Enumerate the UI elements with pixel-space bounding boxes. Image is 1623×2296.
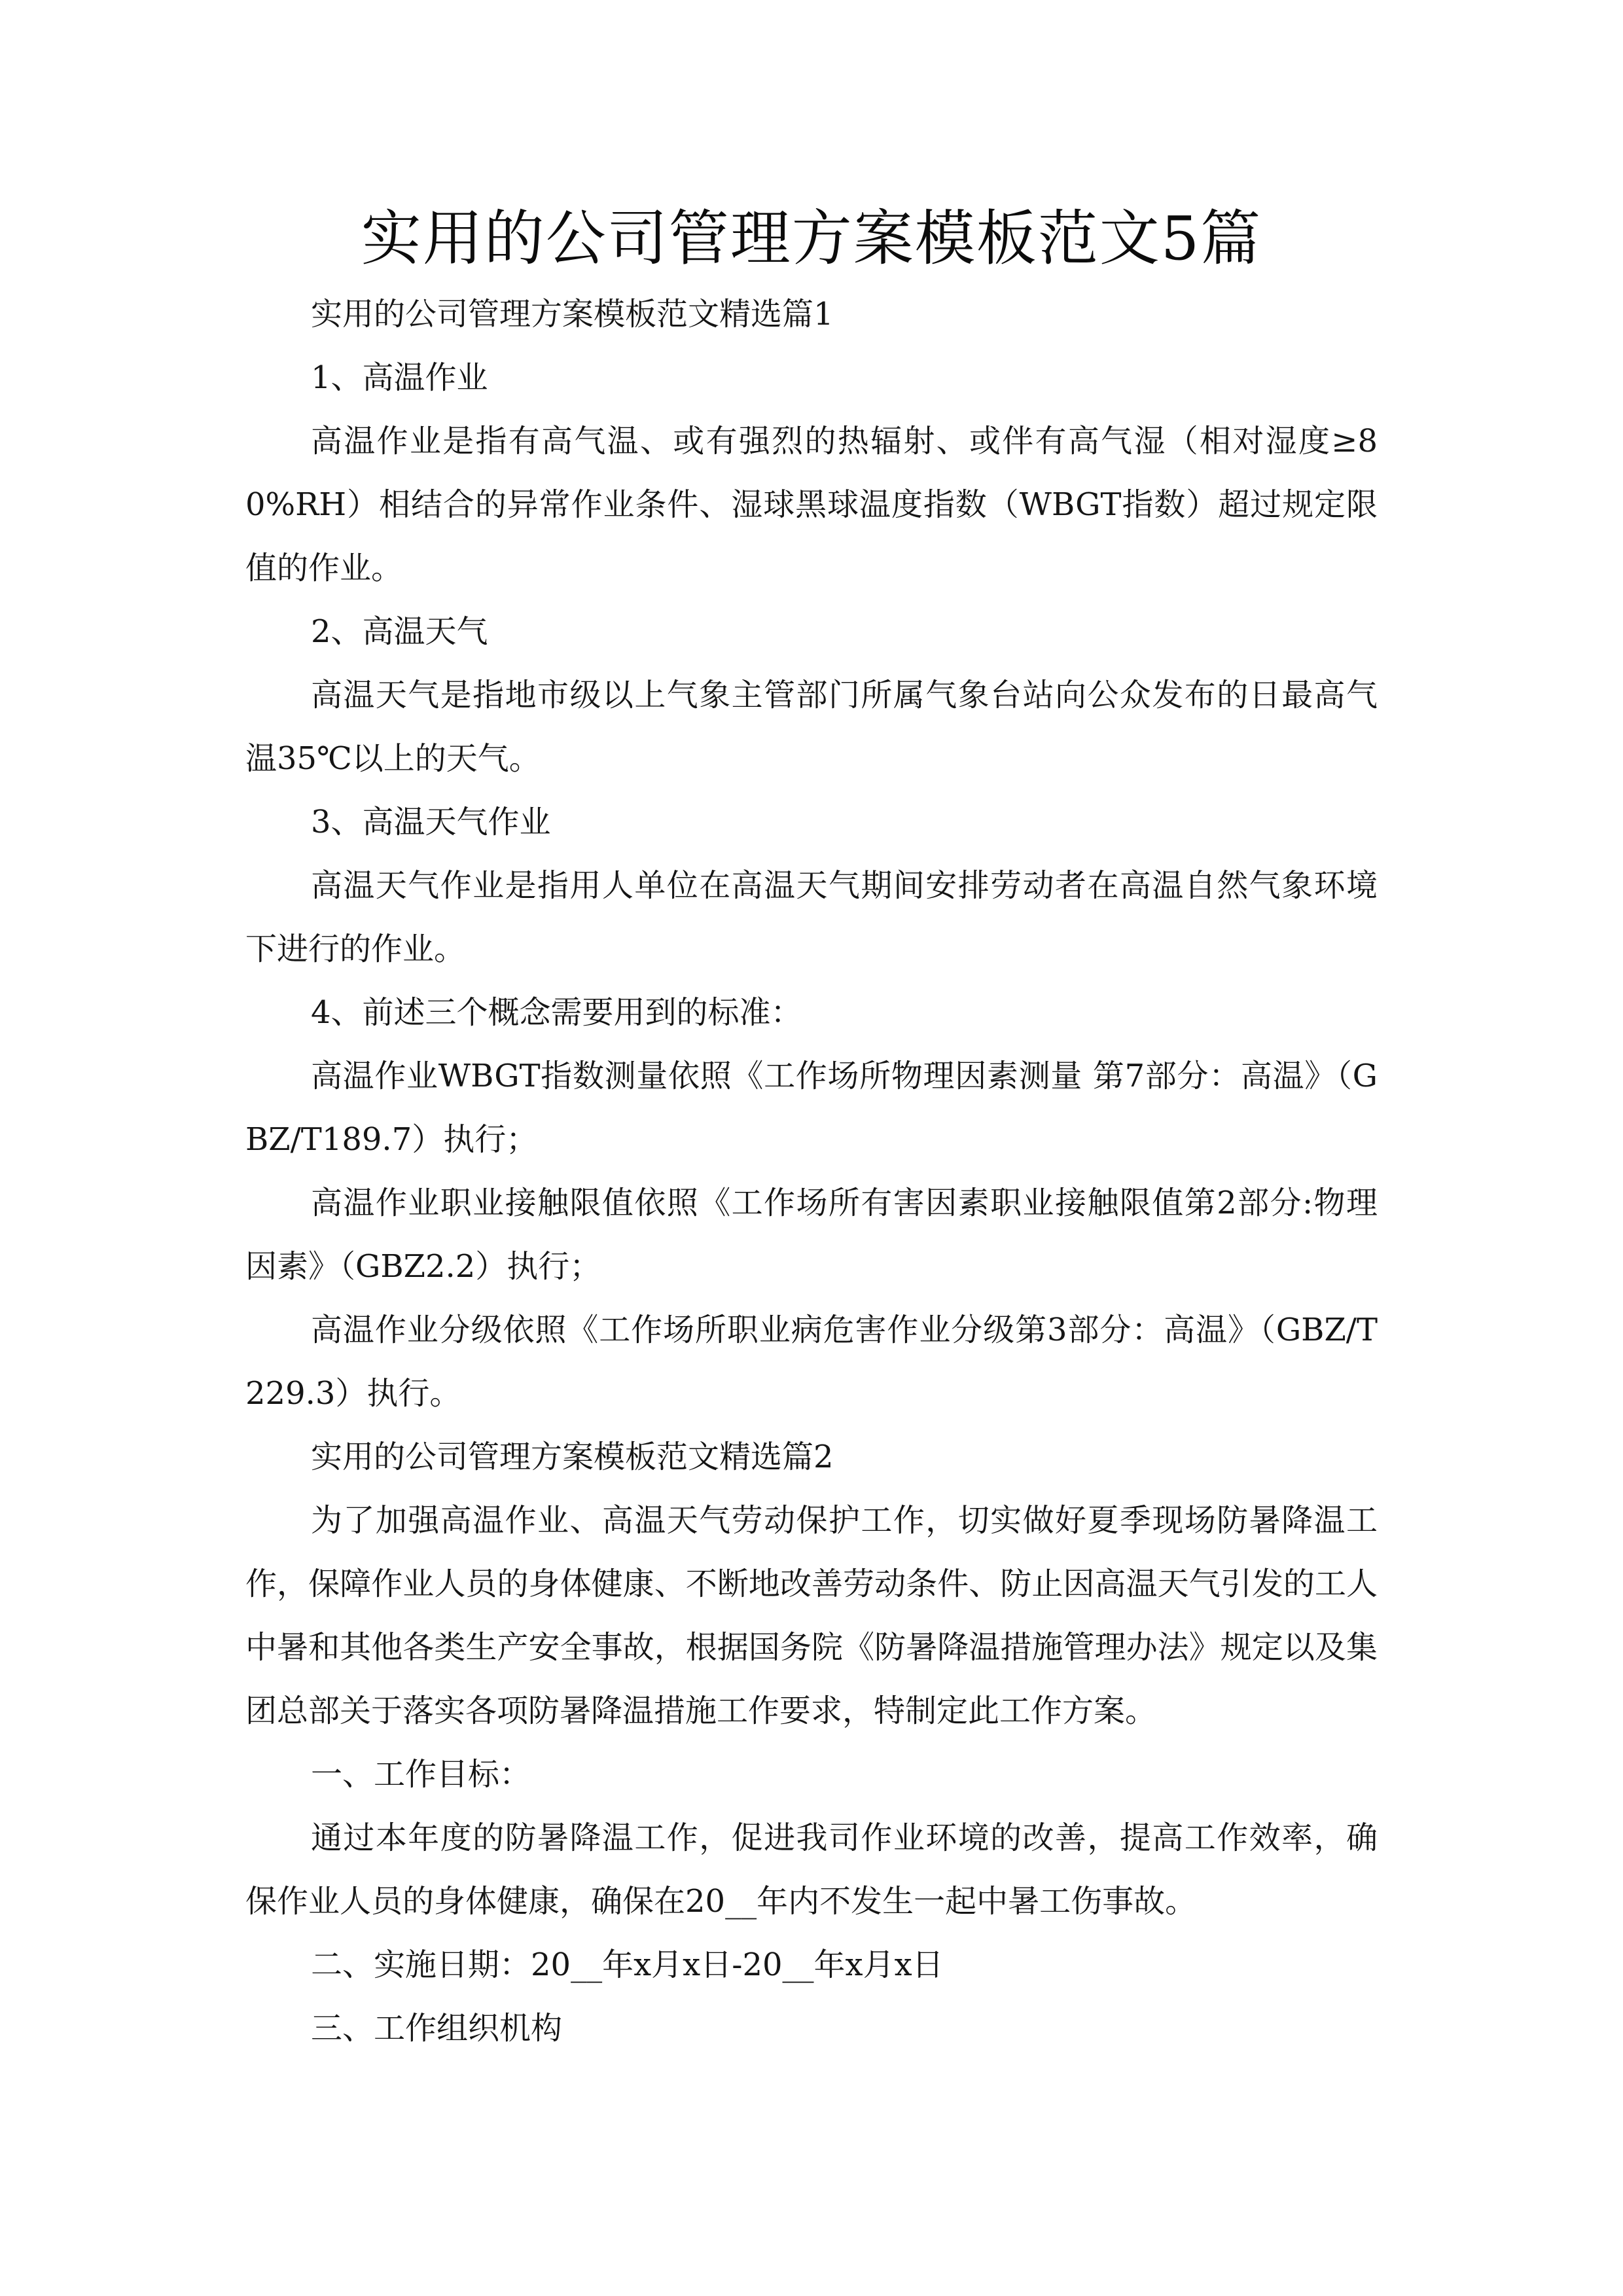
paragraph-high-temp-work-definition: 高温作业是指有高气温、或有强烈的热辐射、或伴有高气湿（相对湿度≥80%RH）相结合的异常作业条件、湿球黑球温度指数（WBGT指数）超过规定限值的作业。 xyxy=(245,423,1378,586)
item-heading-high-temp-weather-work: 3、高温天气作业 xyxy=(311,804,551,840)
section-heading-2: 实用的公司管理方案模板范文精选篇2 xyxy=(311,1439,834,1475)
section-heading-1: 实用的公司管理方案模板范文精选篇1 xyxy=(311,296,834,332)
item-heading-high-temp-work: 1、高温作业 xyxy=(311,359,488,396)
paragraph-standard-classification: 高温作业分级依照《工作场所职业病危害作业分级第3部分：高温》（GBZ/T229.3）执行。 xyxy=(245,1312,1378,1412)
paragraph-high-temp-weather-work-definition: 高温天气作业是指用人单位在高温天气期间安排劳动者在高温自然气象环境下进行的作业。 xyxy=(245,867,1378,967)
item-heading-high-temp-weather: 2、高温天气 xyxy=(311,613,488,650)
item-heading-standards: 4、前述三个概念需要用到的标准： xyxy=(311,994,802,1031)
item-heading-implementation-date: 二、实施日期：20__年x月x日-20__年x月x日 xyxy=(311,1946,944,1983)
document-title: 实用的公司管理方案模板范文5篇 xyxy=(361,204,1262,274)
paragraph-standard-wbgt: 高温作业WBGT指数测量依照《工作场所物理因素测量 第7部分：高温》（GBZ/T189.7）执行； xyxy=(245,1058,1378,1158)
item-heading-work-goal: 一、工作目标： xyxy=(311,1756,531,1793)
paragraph-standard-exposure-limit: 高温作业职业接触限值依照《工作场所有害因素职业接触限值第2部分:物理因素》（GBZ2.2）执行； xyxy=(245,1185,1378,1285)
document-body xyxy=(245,283,1378,2060)
paragraph-work-goal: 通过本年度的防暑降温工作，促进我司作业环境的改善，提高工作效率，确保作业人员的身体健康，确保在20__年内不发生一起中暑工伤事故。 xyxy=(245,1820,1378,1920)
paragraph-purpose: 为了加强高温作业、高温天气劳动保护工作，切实做好夏季现场防暑降温工作，保障作业人员的身体健康、不断地改善劳动条件、防止因高温天气引发的工人中暑和其他各类生产安全事故，根据国务院《防暑降温措施管理办法》规定以及集团总部关于落实各项防暑降温措施工作要求，特制定此工作方案。 xyxy=(245,1502,1378,1729)
paragraph-high-temp-weather-definition: 高温天气是指地市级以上气象主管部门所属气象台站向公众发布的日最高气温35℃以上的天气。 xyxy=(245,677,1378,777)
item-heading-organization: 三、工作组织机构 xyxy=(311,2010,563,2047)
